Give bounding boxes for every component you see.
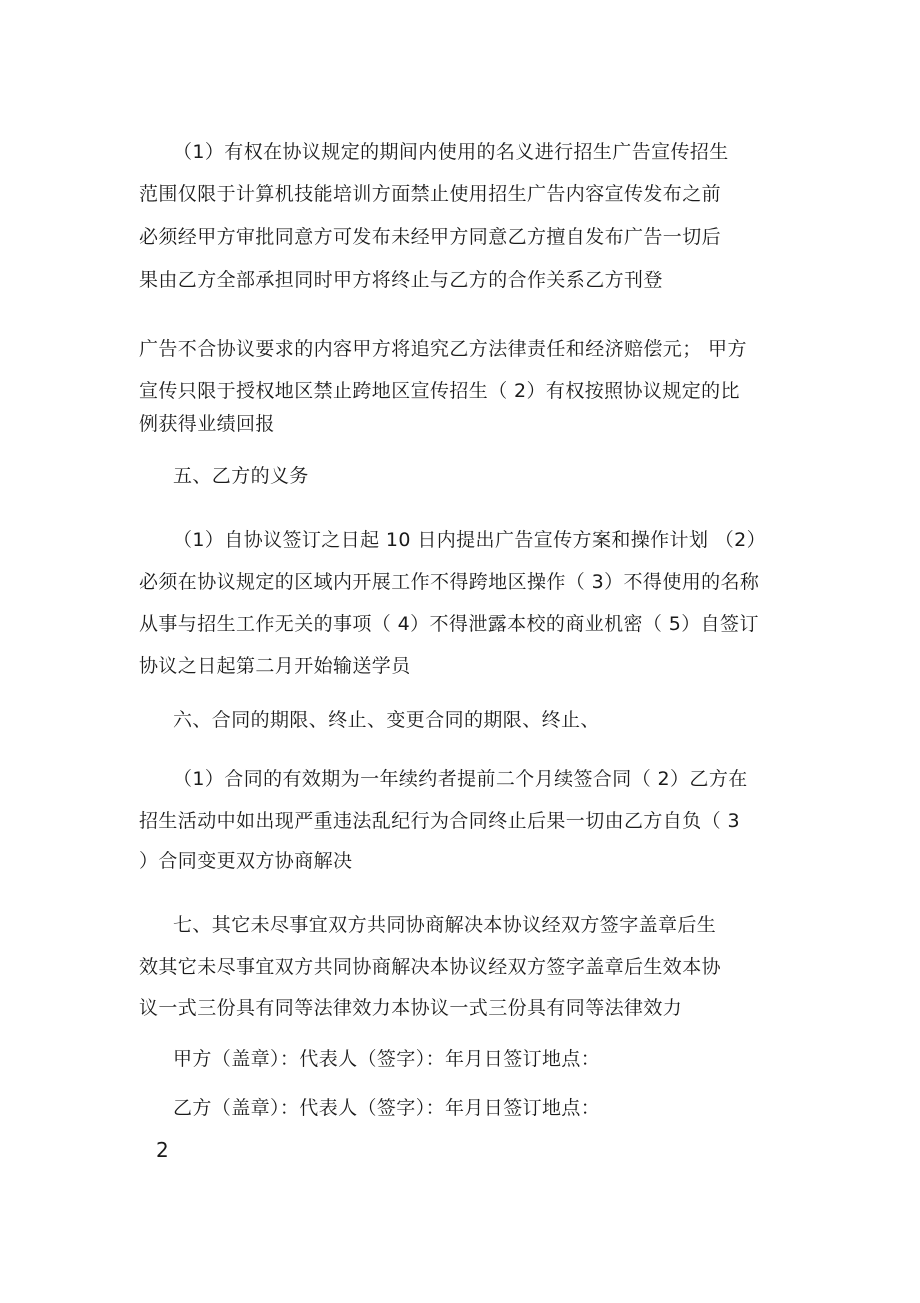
text-line: 范围仅限于计算机技能培训方面禁止使用招生广告内容宣传发布之前	[139, 183, 722, 205]
text-line: 必须经甲方审批同意方可发布未经甲方同意乙方擅自发布广告一切后	[139, 226, 722, 248]
text-line: 宣传只限于授权地区禁止跨地区宣传招生（ 2）有权按照协议规定的比	[139, 380, 740, 402]
text-line: 协议之日起第二月开始输送学员	[139, 655, 411, 677]
section-heading: 六、合同的期限、终止、变更合同的期限、终止、	[173, 709, 600, 731]
section-heading: 五、乙方的义务	[173, 465, 309, 487]
text-line: 招生活动中如出现严重违法乱纪行为合同终止后果一切由乙方自负（ 3	[139, 810, 740, 832]
text-line: 广告不合协议要求的内容甲方将追究乙方法律责任和经济赔偿元； 甲方	[139, 338, 747, 360]
signature-line-party-b: 乙方（盖章）：代表人（签字）：年月日签订地点：	[173, 1097, 601, 1119]
signature-line-party-a: 甲方（盖章）：代表人（签字）：年月日签订地点：	[173, 1048, 601, 1070]
text-line: 议一式三份具有同等法律效力本协议一式三份具有同等法律效力	[139, 997, 683, 1019]
text-line: ）合同变更双方协商解决	[139, 850, 353, 872]
section-heading: 七、其它未尽事宜双方共同协商解决本协议经双方签字盖章后生	[173, 914, 717, 936]
text-line: （1）有权在协议规定的期间内使用的名义进行招生广告宣传招生	[173, 141, 729, 163]
text-line: 从事与招生工作无关的事项（ 4）不得泄露本校的商业机密（ 5）自签订	[139, 613, 759, 635]
text-line: 果由乙方全部承担同时甲方将终止与乙方的合作关系乙方刊登	[139, 269, 663, 291]
text-line: （1）自协议签订之日起 10 日内提出广告宣传方案和操作计划 （2）	[173, 529, 767, 551]
page-number: 2	[156, 1138, 169, 1162]
text-line: （1）合同的有效期为一年续约者提前二个月续签合同（ 2）乙方在	[173, 768, 748, 790]
text-line: 效其它未尽事宜双方共同协商解决本协议经双方签字盖章后生效本协	[139, 956, 722, 978]
text-line: 例获得业绩回报	[139, 413, 275, 435]
text-line: 必须在协议规定的区域内开展工作不得跨地区操作（ 3）不得使用的名称	[139, 571, 760, 593]
